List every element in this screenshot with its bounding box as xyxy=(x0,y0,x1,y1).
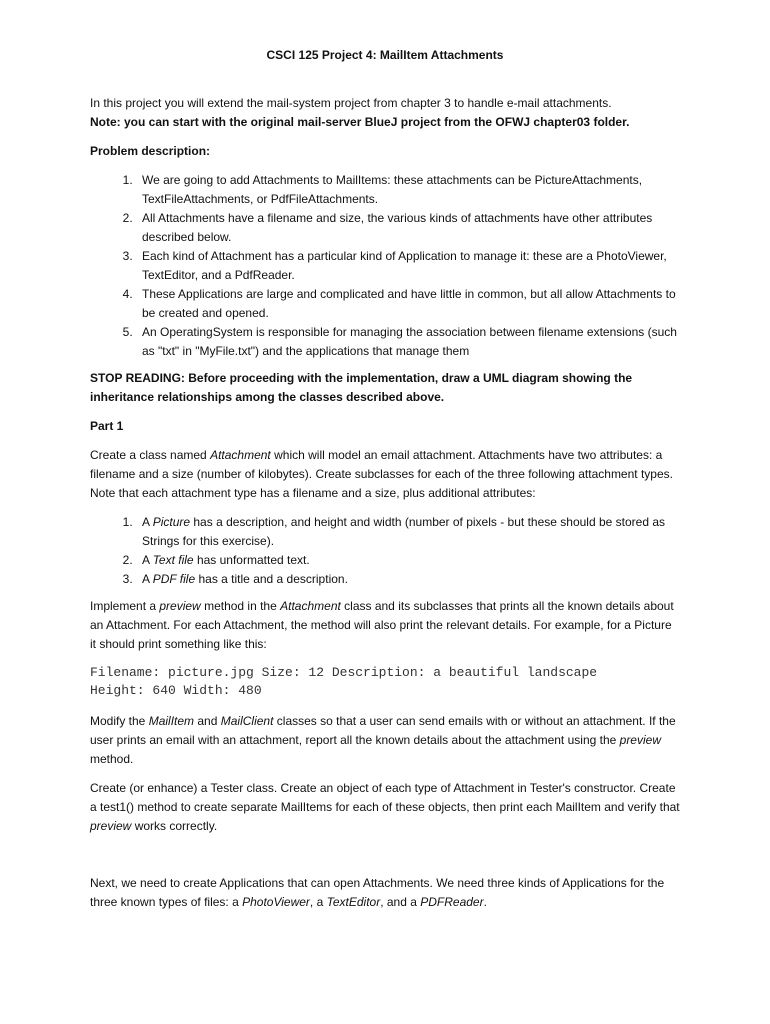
text-run: which will model an email attachment. Attachments have two attributes: a filename and a size (number of kilobytes). Create subclasses for each of the three following attachment types. Note that each attachment type has a filename and a size, plus additional attributes: xyxy=(90,448,673,500)
intro-text: In this project you will extend the mail-system project from chapter 3 to handle e-mail attachments. xyxy=(90,96,612,110)
text-run: Implement a xyxy=(90,599,160,613)
next-paragraph xyxy=(90,874,680,912)
part1-heading: Part 1 xyxy=(90,419,124,433)
list-item xyxy=(136,513,680,551)
text-run-italic: Text file xyxy=(152,553,194,567)
modify-paragraph xyxy=(90,712,680,769)
text-run-italic: Attachment xyxy=(210,448,271,462)
attachment-types-list xyxy=(90,513,680,589)
text-run-italic: MailClient xyxy=(220,714,274,728)
text-run-italic: PDF file xyxy=(152,572,196,586)
text-run: Create (or enhance) a Tester class. Create an object of each type of Attachment in Tester's constructor. Create a test1() method to create separate MailItems for each of these objects, then print each MailItem and verify that xyxy=(90,781,680,814)
preview-paragraph xyxy=(90,597,680,654)
intro-paragraph xyxy=(90,94,680,132)
list-item: 2. All Attachments have a filename and size, the various kinds of attachments have other attributes described below. xyxy=(136,209,680,247)
text-run: has unformatted text. xyxy=(193,553,310,567)
list-item: 5. An OperatingSystem is responsible for managing the association between filename extensions (such as "txt" in "MyFile.txt") and the applications that manage them xyxy=(136,323,680,361)
list-item: 3. Each kind of Attachment has a particular kind of Application to manage it: these are a PhotoViewer, TextEditor, and a PdfReader. xyxy=(136,247,680,285)
text-run: method in the xyxy=(200,599,281,613)
text-run: Modify the xyxy=(90,714,149,728)
list-item xyxy=(136,570,680,589)
text-run-italic: PDFReader xyxy=(420,895,484,909)
text-run-italic: preview xyxy=(159,599,201,613)
text-run-italic: PhotoViewer xyxy=(242,895,310,909)
list-item: 4. These Applications are large and complicated and have little in common, but all allow Attachments to be created and opened. xyxy=(136,285,680,323)
text-run: . xyxy=(483,895,487,909)
text-run: Next, we need to create Applications that can open Attachments. We need three kinds of Applications for the three known types of files: a xyxy=(90,876,665,909)
text-run: and xyxy=(194,714,221,728)
stop-reading-note: STOP READING: Before proceeding with the implementation, draw a UML diagram showing the inheritance relationships among the classes described above. xyxy=(90,371,633,404)
text-run: classes so that a user can send emails with or without an attachment. If the user prints an email with an attachment, report all the known details about the attachment using the xyxy=(90,714,676,747)
list-item xyxy=(136,551,680,570)
text-run: A xyxy=(142,553,153,567)
text-run-italic: preview xyxy=(90,819,132,833)
problem-list xyxy=(90,171,680,361)
text-run: has a title and a description. xyxy=(195,572,348,586)
text-run-italic: MailItem xyxy=(148,714,195,728)
intro-note: Note: you can start with the original mail-server BlueJ project from the OFWJ chapter03 folder. xyxy=(90,115,630,129)
text-run: class and its subclasses that prints all the known details about an Attachment. For each Attachment, the method will also print the relevant details. For example, for a Picture it should print something like this: xyxy=(90,599,674,651)
problem-heading: Problem description: xyxy=(90,144,211,158)
text-run: method. xyxy=(90,752,134,766)
code-sample: Filename: picture.jpg Size: 12 Description: a beautiful landscape Height: 640 Width: 480 xyxy=(90,665,598,698)
spacer xyxy=(90,846,680,874)
part1-paragraph xyxy=(90,446,680,503)
text-run-italic: preview xyxy=(619,733,661,747)
text-run: has a description, and height and width (number of pixels - but these should be stored as Strings for this exercise). xyxy=(142,515,666,548)
text-run: A xyxy=(142,572,153,586)
text-run-italic: TextEditor xyxy=(326,895,381,909)
text-run: A xyxy=(142,515,153,529)
text-run-italic: Picture xyxy=(152,515,191,529)
text-run-italic: Attachment xyxy=(280,599,341,613)
list-item: 1. We are going to add Attachments to MailItems: these attachments can be PictureAttachments, TextFileAttachments, or PdfFileAttachments. xyxy=(136,171,680,209)
text-run: works correctly. xyxy=(131,819,218,833)
text-run: , and a xyxy=(380,895,421,909)
document-title: CSCI 125 Project 4: MailItem Attachments xyxy=(266,48,504,62)
text-run: , a xyxy=(309,895,327,909)
tester-paragraph xyxy=(90,779,680,836)
text-run: Create a class named xyxy=(90,448,211,462)
